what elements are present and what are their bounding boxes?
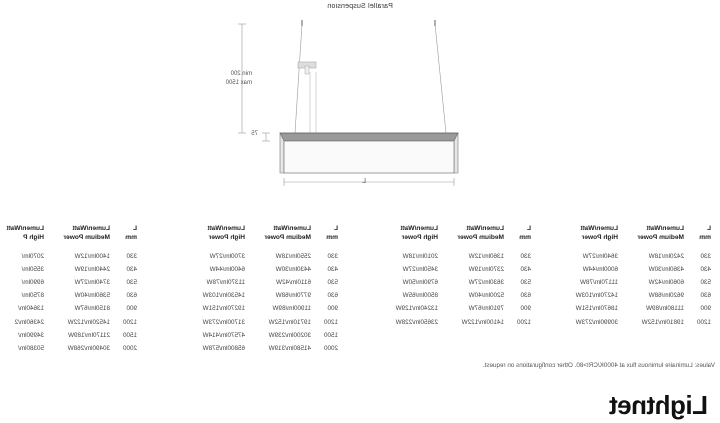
table-row: [372, 289, 531, 302]
table-cell: 19710lm/152W: [268, 318, 311, 326]
table-header-length: L mm: [326, 225, 338, 241]
depth-dimension-label: 75: [251, 131, 258, 137]
table-cell: 2010lm/18W: [402, 253, 438, 261]
table-cell: 11370lm/78W: [206, 279, 245, 287]
table-cell: 14520lm/122W: [67, 318, 110, 326]
table-cell: 3630lm/27W: [468, 279, 504, 287]
table-row: [0, 302, 137, 315]
table-row: [372, 302, 531, 315]
table-row: [0, 276, 137, 289]
table-cell: 630: [700, 292, 711, 300]
lumen-table-1: [552, 225, 711, 329]
table-cell: 7910lm/67W: [468, 305, 504, 313]
table-cell: 11180lm/89W: [646, 305, 684, 313]
table-cell: 630: [126, 292, 137, 300]
table-cell: 6990lm/: [21, 279, 44, 287]
table-cell: 8750lm/: [21, 292, 44, 300]
table-cell: 3450lm/27W: [402, 266, 438, 274]
table-cell: 900: [520, 305, 531, 313]
table-row: [552, 276, 711, 289]
luminaire-top: [280, 133, 458, 141]
page-title: Parallel Suspension: [327, 3, 393, 10]
table-row: [179, 329, 338, 342]
table-row: [552, 289, 711, 302]
table-cell: 8150lm/67W: [74, 305, 110, 313]
table-header-high: Lumen/Watt High Power: [580, 225, 618, 241]
table-cell: 2440lm/19W: [74, 266, 110, 274]
table-row: [372, 263, 531, 276]
table-header-medium: Lumen/Watt Medium Power: [264, 225, 311, 241]
table-row: [372, 315, 531, 328]
table-cell: 630: [327, 292, 338, 300]
table-cell: 330: [327, 253, 338, 261]
table-cell: 330: [126, 253, 137, 261]
table-row: [179, 250, 338, 263]
table-cell: 4430lm/30W: [275, 266, 311, 274]
length-dimension-label: L: [362, 178, 366, 185]
table-row: [179, 263, 338, 276]
table-row: [0, 263, 137, 276]
table-cell: 900: [700, 305, 711, 313]
table-cell: 1500: [323, 331, 338, 339]
table-cell: 5360lm/40W: [74, 292, 110, 300]
table-cell: 24360lm/2: [14, 318, 44, 326]
table-cell: 1200: [323, 318, 338, 326]
table-cell: 65800lm/578W: [202, 344, 245, 352]
table-cell: 31700lm/273W: [202, 318, 245, 326]
table-cell: 3550lm/: [21, 266, 44, 274]
table-cell: 47570lm/414W: [202, 331, 245, 339]
table-row: [0, 289, 137, 302]
table-cell: 1200: [696, 318, 711, 326]
table-cell: 6110lm/42W: [276, 279, 311, 287]
table-cell: 630: [520, 292, 531, 300]
table-cell: 8500lm/65W: [402, 292, 438, 300]
table-cell: 2000: [323, 344, 338, 352]
table-row: [552, 315, 711, 328]
table-row: [0, 315, 137, 328]
table-header-length: L mm: [125, 225, 137, 241]
table-cell: 11900lm/89W: [272, 305, 311, 313]
table-cell: 34990lm/: [18, 331, 44, 339]
table-cell: 9770lm/68W: [275, 292, 311, 300]
table-cell: 530: [520, 279, 531, 287]
table-cell: 50380lm/: [18, 344, 44, 352]
table-cell: 2550lm/18W: [275, 253, 311, 261]
table-row: [179, 302, 338, 315]
table-cell: 6790lm/50W: [402, 279, 438, 287]
table-cell: 2370lm/19W: [468, 266, 504, 274]
luminous-flux-note: Values: Luminaire luminous flux at 4000K/CRI>80. Other configurations on request.: [482, 362, 715, 369]
table-cell: 30200lm/239W: [268, 331, 311, 339]
table-row: [0, 250, 137, 263]
table-cell: 530: [327, 279, 338, 287]
table-cell: 9620lm/68W: [648, 292, 684, 300]
cable-right: [435, 24, 446, 133]
brand-logo: Lightnet: [609, 390, 708, 420]
table-cell: 13640lm/: [18, 305, 44, 313]
table-header-medium: Lumen/Watt Medium Power: [457, 225, 504, 241]
table-cell: 1400lm/12W: [74, 253, 110, 261]
table-cell: 14100lm/122W: [461, 318, 504, 326]
table-row: [0, 329, 137, 342]
lumen-table-4: [0, 225, 137, 355]
table-row: [372, 276, 531, 289]
table-cell: 30990lm/273W: [575, 318, 618, 326]
table-cell: 41580lm/319W: [268, 344, 311, 352]
table-header-medium: Lumen/Watt Medium Power: [63, 225, 110, 241]
table-cell: 19810lm/152W: [641, 318, 684, 326]
table-header-high: Lumen/Watt High Power: [207, 225, 245, 241]
table-cell: 13240lm/129W: [395, 305, 438, 313]
table-row: [552, 302, 711, 315]
lumen-table-2: [372, 225, 531, 329]
lumen-table-3: [179, 225, 338, 355]
table-cell: 5200lm/40W: [468, 292, 504, 300]
suspension-drawing: [0, 0, 720, 200]
luminaire-diffuser: [284, 141, 454, 173]
table-cell: 21170lm/189W: [68, 331, 110, 339]
table-cell: 2070lm/: [21, 253, 44, 261]
table-row: [179, 276, 338, 289]
table-cell: 430: [126, 266, 137, 274]
table-cell: 1200: [122, 318, 137, 326]
table-cell: 900: [327, 305, 338, 313]
table-cell: 14270lm/103W: [575, 292, 618, 300]
table-cell: 3700lm/27W: [209, 253, 245, 261]
table-cell: 530: [126, 279, 137, 287]
cable-left: [295, 24, 302, 133]
table-cell: 30490lm/268W: [67, 344, 110, 352]
table-cell: 6060lm/42W: [648, 279, 684, 287]
table-row: [552, 263, 711, 276]
table-cell: 6400lm/44W: [209, 266, 245, 274]
table-row: [179, 342, 338, 355]
table-cell: 530: [700, 279, 711, 287]
table-header-length: L mm: [519, 225, 531, 241]
table-cell: 2000: [122, 344, 137, 352]
table-cell: 11170lm/78W: [580, 279, 618, 287]
table-cell: 19270lm/151W: [202, 305, 245, 313]
table-cell: 4360lm/30W: [648, 266, 684, 274]
table-row: [179, 289, 338, 302]
table-cell: 1500: [122, 331, 137, 339]
table-cell: 3640lm/27W: [582, 253, 618, 261]
table-cell: 900: [126, 305, 137, 313]
height-dimension-label: min 200 max 1500: [225, 71, 252, 86]
table-cell: 330: [520, 253, 531, 261]
table-cell: 14530lm/103W: [202, 292, 245, 300]
table-header-length: L mm: [699, 225, 711, 241]
table-cell: 3740lm/27W: [74, 279, 110, 287]
table-row: [372, 250, 531, 263]
table-row: [0, 342, 137, 355]
table-cell: 1360lm/12W: [468, 253, 504, 261]
table-cell: 430: [520, 266, 531, 274]
table-cell: 1200: [516, 318, 531, 326]
table-header-high: Lumen/Watt High P: [6, 225, 44, 241]
table-header-high: Lumen/Watt High Power: [400, 225, 438, 241]
table-header-medium: Lumen/Watt Medium Power: [637, 225, 684, 241]
table-cell: 430: [327, 266, 338, 274]
table-cell: 6000lm/44W: [582, 266, 618, 274]
table-row: [552, 250, 711, 263]
table-row: [179, 315, 338, 328]
table-cell: 2420lm/18W: [648, 253, 684, 261]
table-cell: 330: [700, 253, 711, 261]
table-cell: 18670lm/151W: [575, 305, 618, 313]
table-cell: 23650lm/228W: [395, 318, 438, 326]
table-cell: 430: [700, 266, 711, 274]
